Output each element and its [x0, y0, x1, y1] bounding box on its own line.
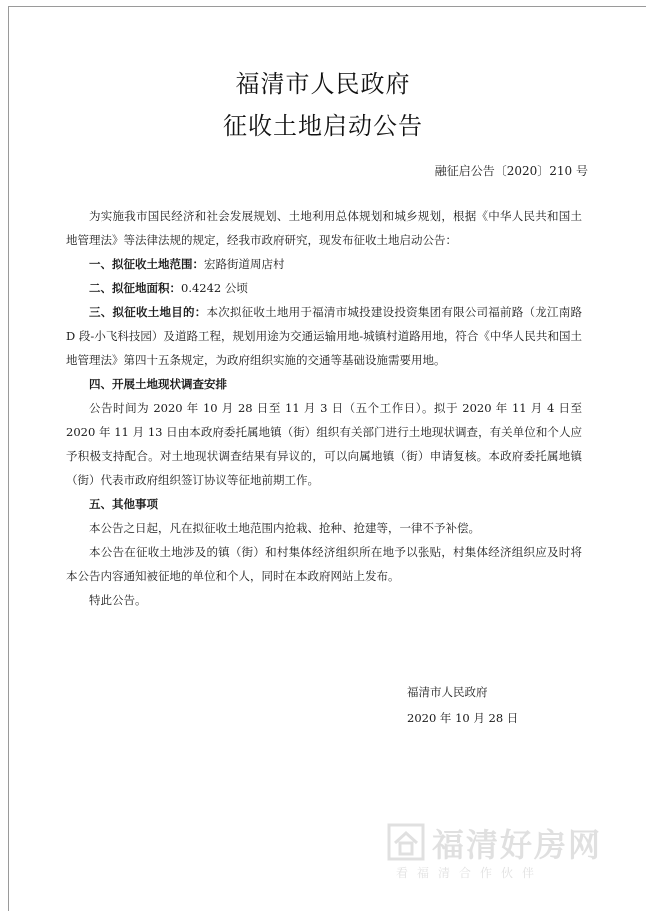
page-border-left	[8, 6, 9, 911]
signature-date: 2020 年 10 月 28 日	[407, 711, 519, 725]
section-2-text: 0.4242 公顷	[181, 281, 248, 295]
intro-paragraph: 为实施我市国民经济和社会发展规划、土地利用总体规划和城乡规划，根据《中华人民共和国土地管理法》等法律法规的规定，经我市政府研究，现发布征收土地启动公告：	[66, 209, 582, 247]
section-5-text-1: 本公告之日起，凡在拟征收土地范围内抢栽、抢种、抢建等，一律不予补偿。	[89, 521, 480, 535]
section-4-heading: 四、开展土地现状调查安排	[89, 377, 227, 391]
section-5-heading: 五、其他事项	[89, 497, 158, 511]
signature-issuer: 福清市人民政府	[407, 685, 488, 699]
watermark	[386, 818, 636, 888]
house-logo-icon	[386, 822, 426, 862]
document-number: 融征启公告〔2020〕210 号	[434, 164, 588, 178]
watermark-site-name: 福清好房网	[432, 826, 603, 864]
section-2-heading: 二、拟征地面积：	[89, 281, 181, 295]
section-2	[66, 276, 582, 300]
page-border-top	[8, 6, 646, 7]
section-3-heading: 三、拟征收土地目的：	[89, 305, 207, 319]
section-4-text: 公告时间为 2020 年 10 月 28 日至 11 月 3 日（五个工作日）。拟于 2020 年 11 月 4 日至 2020 年 11 月 13 日由本政府委托属地镇（街）组织有关部门进行土地现状调查，有关单位和个人应予积极支持配合。对土地现状调查结果有异议的，可以向属地镇（街）申请复核。本政府委托属地镇（街）代表市政府组织签订协议等征地前期工作。	[66, 401, 582, 487]
closing-remark: 特此公告。	[89, 593, 147, 607]
section-1-heading: 一、拟征收土地范围：	[89, 257, 204, 271]
section-1-text: 宏路街道周店村	[204, 257, 285, 271]
section-1	[66, 252, 582, 276]
watermark-tagline: 看福清合作伙伴	[396, 866, 544, 880]
section-3-text: 本次拟征收土地用于福清市城投建设投资集团有限公司福前路（龙江南路 D 段-小飞科技园）及道路工程，规划用途为交通运输用地-城镇村道路用地，符合《中华人民共和国土地管理法》第四十五条规定，为政府组织实施的交通等基础设施需要用地。	[66, 305, 583, 367]
document-title-issuer: 福清市人民政府	[235, 70, 411, 98]
section-5-text-2: 本公告在征收土地涉及的镇（街）和村集体经济组织所在地予以张贴，村集体经济组织应及时将本公告内容通知被征地的单位和个人，同时在本政府网站上发布。	[66, 545, 582, 583]
section-3	[66, 300, 582, 372]
document-title: 征收土地启动公告	[223, 112, 423, 140]
